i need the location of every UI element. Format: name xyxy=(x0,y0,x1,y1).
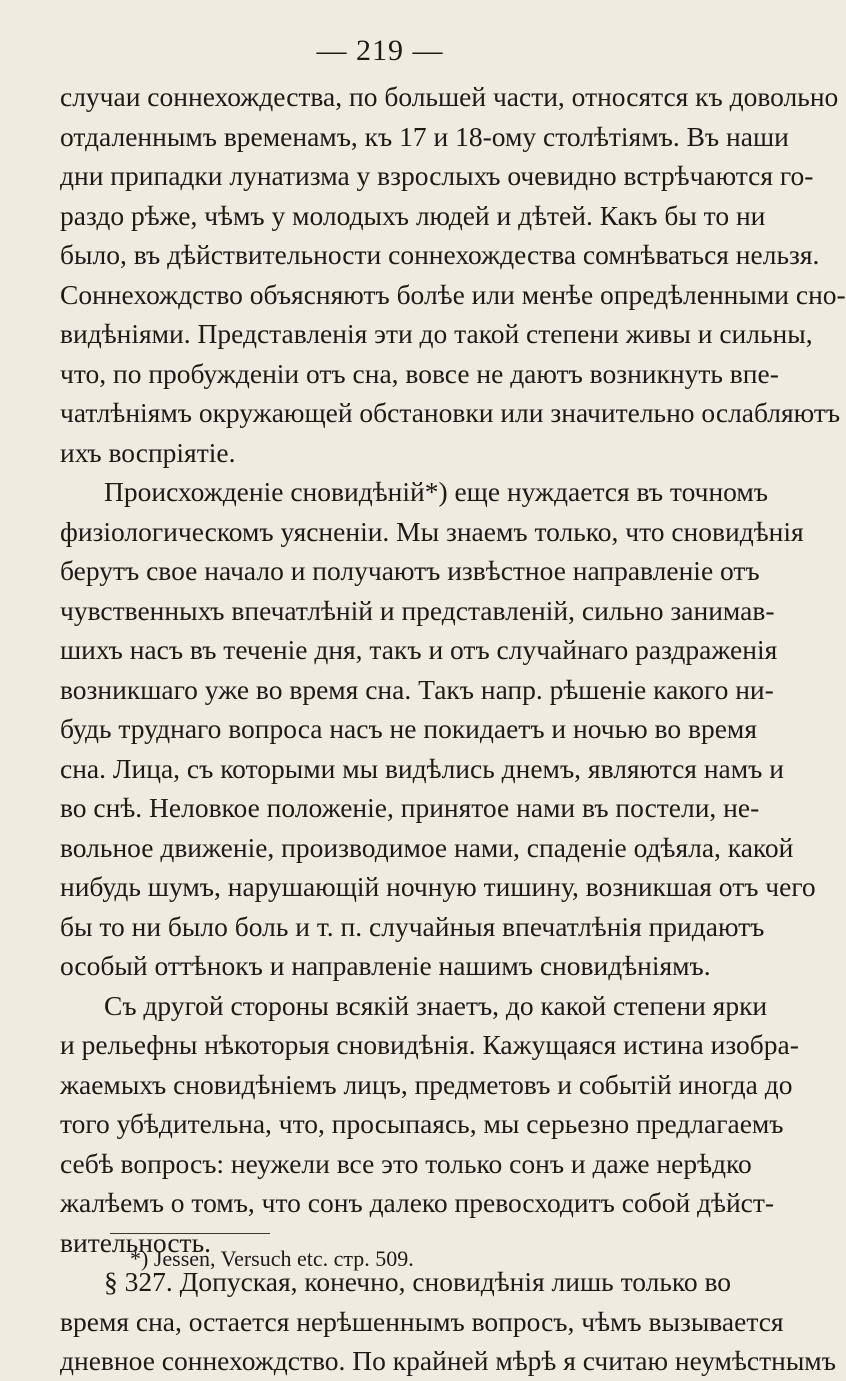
text-line: физіологическомъ уясненіи. Мы знаемъ только, что сновидѣнія xyxy=(60,515,804,547)
text-line: себѣ вопросъ: неужели все это только сонъ и даже нерѣдко xyxy=(60,1147,752,1179)
text-line: того убѣдительна, что, просыпаясь, мы серьезно предлагаемъ xyxy=(60,1108,784,1139)
text-line: дневное соннехождство. По крайней мѣрѣ я считаю неумѣстнымъ xyxy=(60,1345,836,1376)
text-line: ихъ воспріятіе. xyxy=(60,436,236,468)
text-line: и рельефны нѣкоторыя сновидѣнія. Кажущаяся истина изобра- xyxy=(60,1029,799,1060)
text-line: раздо рѣже, чѣмъ у молодыхъ людей и дѣтей. Какъ бы то ни xyxy=(60,199,766,231)
text-line: было, въ дѣйствительности соннехождества сомнѣваться нельзя. xyxy=(60,239,820,270)
footnote-divider xyxy=(110,1233,270,1234)
text-line: видѣніями. Представленія эти до такой степени живы и сильны, xyxy=(60,318,813,349)
paragraph-start-line: Съ другой стороны всякій знаетъ, до какой степени ярки xyxy=(104,989,768,1021)
paragraph-start-line: Происхожденіе сновидѣній*) еще нуждается въ точномъ xyxy=(104,476,769,507)
text-line: вительность. xyxy=(60,1226,211,1258)
text-line: время сна, остается нерѣшеннымъ вопросъ, чѣмъ вызывается xyxy=(60,1305,784,1337)
text-line: берутъ свое начало и получаютъ извѣстное направленіе отъ xyxy=(60,555,760,586)
page-number: — 219 — xyxy=(316,34,444,67)
text-line: жаемыхъ сновидѣніемъ лицъ, предметовъ и событій иногда до xyxy=(60,1068,793,1100)
text-line: шихъ насъ въ теченіе дня, такъ и отъ случайнаго раздраженія xyxy=(60,634,778,665)
section-start-line: § 327. Допуская, конечно, сновидѣнія лишь только во xyxy=(104,1266,732,1297)
text-line: бы то ни было боль и т. п. случайныя впечатлѣнія придаютъ xyxy=(60,910,765,942)
text-line: чатлѣніямъ окружающей обстановки или значительно ослабляютъ xyxy=(60,397,841,428)
text-line: жалѣемъ о томъ, что сонъ далеко превосходитъ собой дѣйст- xyxy=(60,1187,775,1218)
text-line: особый оттѣнокъ и направленіе нашимъ сновидѣніямъ. xyxy=(60,950,711,981)
footnote: *) Jessen, Versuch etc. стр. 509. xyxy=(130,1246,414,1271)
text-line: случаи соннехождества, по большей части, относятся къ довольно xyxy=(60,81,839,112)
text-line: будь труднаго вопроса насъ не покидаетъ и ночью во время xyxy=(60,713,757,744)
text-line: отдаленнымъ временамъ, къ 17 и 18-ому столѣтіямъ. Въ наши xyxy=(60,120,789,152)
text-line: что, по пробужденіи отъ сна, вовсе не даютъ возникнуть впе- xyxy=(60,357,779,389)
text-line: дни припадки лунатизма у взрослыхъ очевидно встрѣчаются го- xyxy=(60,160,814,191)
text-line: чувственныхъ впечатлѣній и представленій, сильно занимав- xyxy=(60,594,775,626)
text-line: вольное движеніе, производимое нами, спаденіе одѣяла, какой xyxy=(60,831,794,863)
text-line: сна. Лица, съ которыми мы видѣлись днемъ, являются намъ и xyxy=(60,752,784,784)
body-text xyxy=(60,77,846,1381)
text-line: нибудь шумъ, нарушающій ночную тишину, возникшая отъ чего xyxy=(60,871,816,902)
text-line: во снѣ. Неловкое положеніе, принятое нами въ постели, не- xyxy=(60,792,760,823)
text-line: возникшаго уже во время сна. Такъ напр. рѣшеніе какого ни- xyxy=(60,673,774,705)
text-line: Соннехождство объясняютъ болѣе или менѣе опредѣленными сно- xyxy=(60,278,846,310)
